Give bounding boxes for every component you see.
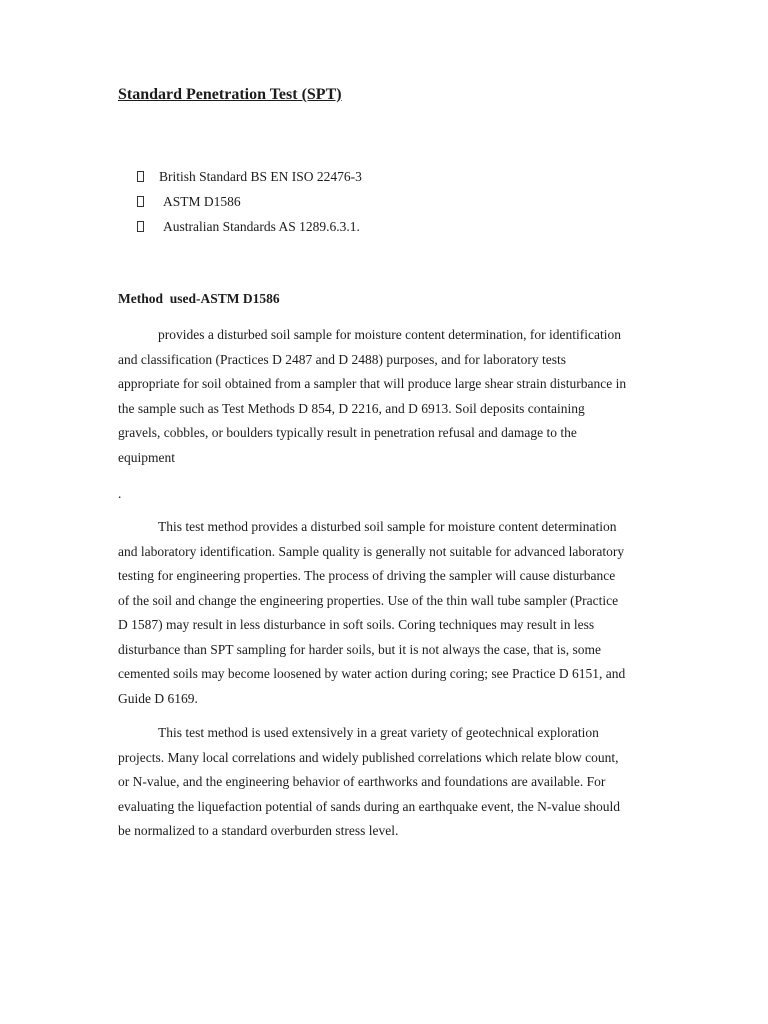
list-item bbox=[137, 192, 362, 217]
standards-list bbox=[137, 167, 362, 242]
list-item bbox=[137, 217, 362, 242]
paragraph-line: equipment bbox=[118, 449, 175, 465]
paragraph-line: appropriate for soil obtained from a sampler that will produce large shear strain disturbance in bbox=[118, 376, 627, 391]
separator-dot: . bbox=[118, 486, 122, 501]
paragraph-line: D 1587) may result in less disturbance in soft soils. Coring techniques may result in less bbox=[118, 617, 595, 632]
paragraph-method-description bbox=[118, 323, 658, 470]
method-heading: Method used-ASTM D1586 bbox=[118, 291, 280, 306]
paragraph-line: and laboratory identification. Sample quality is generally not suitable for advanced laboratory bbox=[118, 543, 625, 559]
paragraph-sample-quality bbox=[118, 515, 658, 711]
paragraph-line: be normalized to a standard overburden stress level. bbox=[118, 823, 399, 838]
paragraph-line: the sample such as Test Methods D 854, D 2216, and D 6913. Soil deposits containing bbox=[118, 400, 585, 416]
standard-label: ASTM D1586 bbox=[163, 194, 241, 209]
paragraph-line: of the soil and change the engineering properties. Use of the thin wall tube sampler (Practice bbox=[118, 592, 619, 608]
paragraph-line: or N-value, and the engineering behavior of earthworks and foundations are available. For bbox=[118, 774, 606, 789]
document-title: Standard Penetration Test (SPT) bbox=[118, 86, 342, 103]
paragraph-line: projects. Many local correlations and widely published correlations which relate blow count, bbox=[118, 749, 619, 765]
list-item bbox=[137, 167, 362, 192]
paragraph-line: This test method provides a disturbed soil sample for moisture content determination bbox=[158, 519, 617, 534]
paragraph-line: testing for engineering properties. The process of driving the sampler will cause disturbance bbox=[118, 568, 616, 583]
standard-label: British Standard BS EN ISO 22476-3 bbox=[159, 169, 362, 184]
paragraph-line: provides a disturbed soil sample for moisture content determination, for identification bbox=[158, 327, 622, 342]
paragraph-correlations bbox=[118, 721, 658, 844]
paragraph-line: and classification (Practices D 2487 and D 2488) purposes, and for laboratory tests bbox=[118, 351, 567, 367]
bullet-box-icon bbox=[137, 171, 144, 182]
paragraph-line: gravels, cobbles, or boulders typically result in penetration refusal and damage to the bbox=[118, 425, 577, 440]
bullet-box-icon bbox=[137, 221, 144, 232]
paragraph-line: disturbance than SPT sampling for harder soils, but it is not always the case, that is, some bbox=[118, 641, 602, 657]
bullet-box-icon bbox=[137, 196, 144, 207]
paragraph-line: This test method is used extensively in a great variety of geotechnical exploration bbox=[158, 725, 599, 740]
standard-label: Australian Standards AS 1289.6.3.1. bbox=[163, 219, 360, 234]
paragraph-line: evaluating the liquefaction potential of sands during an earthquake event, the N-value should bbox=[118, 798, 620, 814]
paragraph-line: cemented soils may become loosened by water action during coring; see Practice D 6151, and bbox=[118, 666, 626, 681]
paragraph-line: Guide D 6169. bbox=[118, 690, 198, 706]
